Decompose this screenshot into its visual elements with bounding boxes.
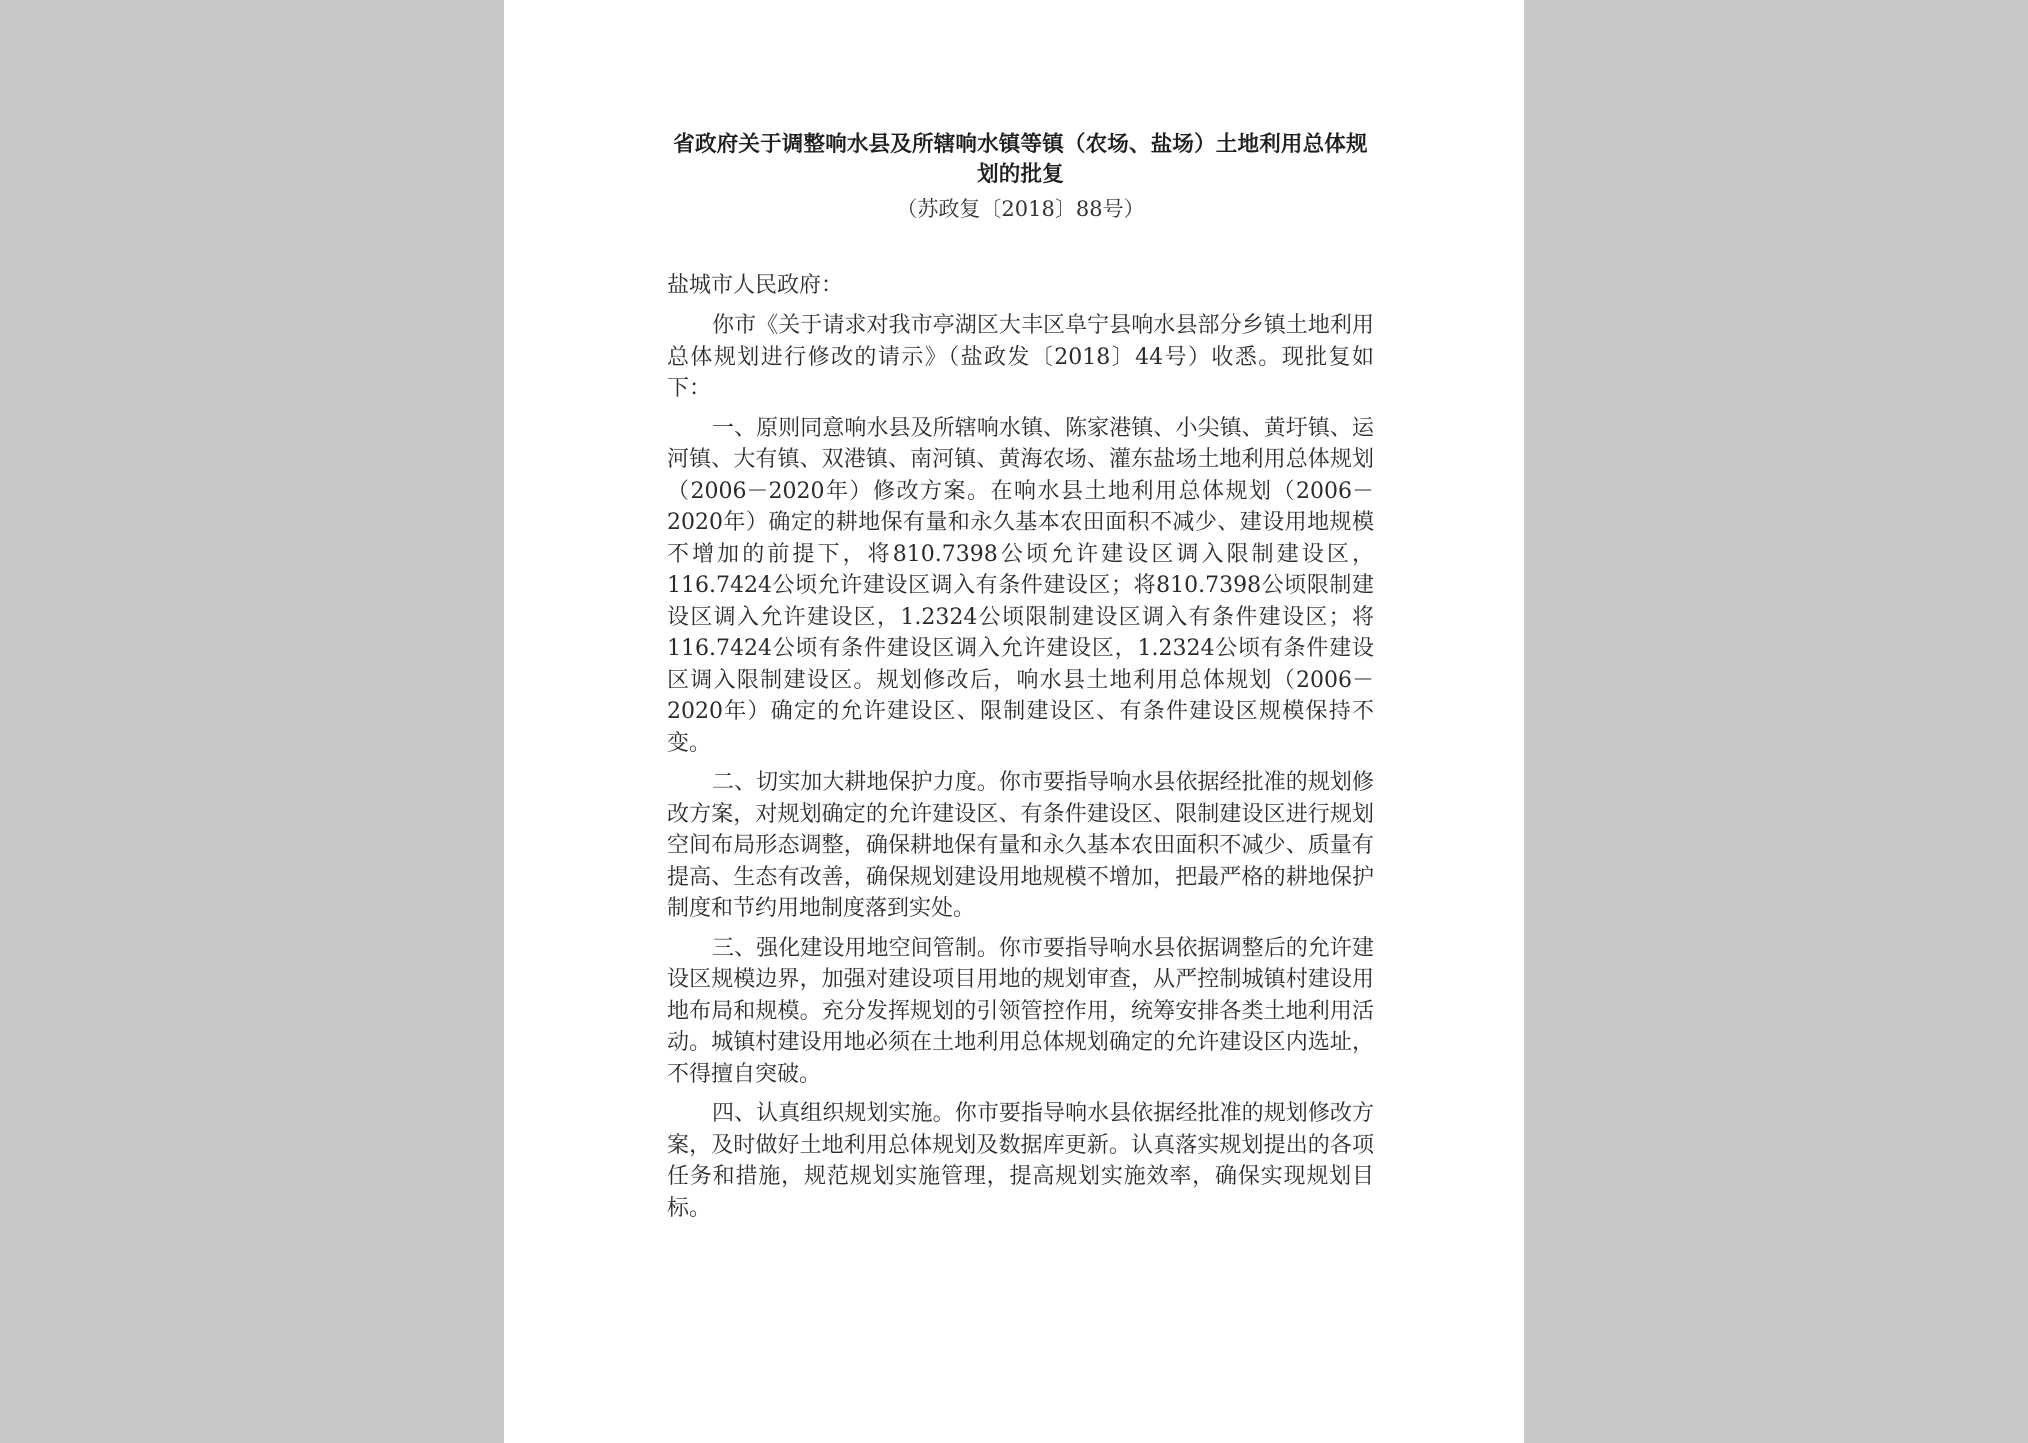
document-body bbox=[667, 130, 1374, 1224]
paragraph-item-1: 一、原则同意响水县及所辖响水镇、陈家港镇、小尖镇、黄圩镇、运河镇、大有镇、双港镇、南河镇、黄海农场、灌东盐场土地利用总体规划（2006－2020年）修改方案。在响水县土地利用总体规划（2006－2020年）确定的耕地保有量和永久基本农田面积不减少、建设用地规模不增加的前提下，将810.7398公顷允许建设区调入限制建设区，116.7424公顷允许建设区调入有条件建设区；将810.7398公顷限制建设区调入允许建设区，1.2324公顷限制建设区调入有条件建设区；将116.7424公顷有条件建设区调入允许建设区，1.2324公顷有条件建设区调入限制建设区。规划修改后，响水县土地利用总体规划（2006－2020年）确定的允许建设区、限制建设区、有条件建设区规模保持不变。 bbox=[667, 415, 1374, 756]
document-number: （苏政复〔2018〕88号） bbox=[896, 197, 1145, 221]
paragraph-item-3: 三、强化建设用地空间管制。你市要指导响水县依据调整后的允许建设区规模边界，加强对建设项目用地的规划审查，从严控制城镇村建设用地布局和规模。充分发挥规划的引领管控作用，统筹安排各类土地利用活动。城镇村建设用地必须在土地利用总体规划确定的允许建设区内选址，不得擅自突破。 bbox=[667, 935, 1374, 1087]
paragraph-item-4: 四、认真组织规划实施。你市要指导响水县依据经批准的规划修改方案，及时做好土地利用总体规划及数据库更新。认真落实规划提出的各项任务和措施，规范规划实施管理，提高规划实施效率，确保实现规划目标。 bbox=[667, 1101, 1374, 1221]
document-title: 省政府关于调整响水县及所辖响水镇等镇（农场、盐场）土地利用总体规划的批复 bbox=[673, 132, 1368, 187]
document-page bbox=[504, 0, 1524, 1443]
paragraph-intro: 你市《关于请求对我市亭湖区大丰区阜宁县响水县部分乡镇土地利用总体规划进行修改的请示》（盐政发〔2018〕44号）收悉。现批复如下： bbox=[667, 313, 1374, 401]
paragraph-item-2: 二、切实加大耕地保护力度。你市要指导响水县依据经批准的规划修改方案，对规划确定的允许建设区、有条件建设区、限制建设区进行规划空间布局形态调整，确保耕地保有量和永久基本农田面积不减少、质量有提高、生态有改善，确保规划建设用地规模不增加，把最严格的耕地保护制度和节约用地制度落到实处。 bbox=[667, 770, 1374, 921]
salutation: 盐城市人民政府： bbox=[667, 273, 844, 298]
